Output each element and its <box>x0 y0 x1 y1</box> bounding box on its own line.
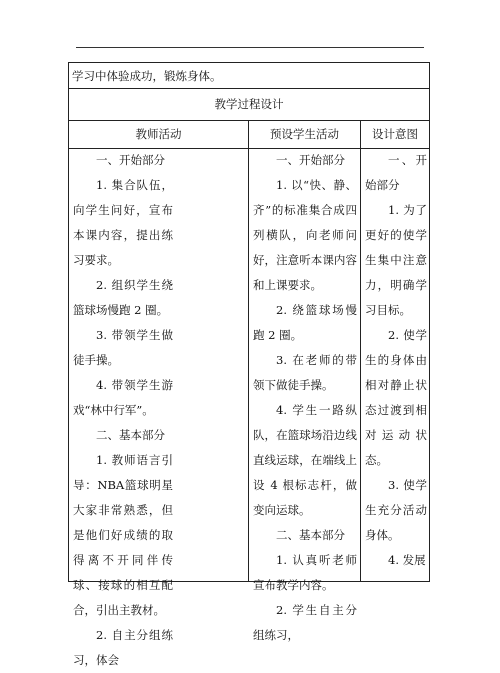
student-paragraph: 2. 学生自主分组练习， <box>253 603 357 642</box>
student-paragraph: 1. 以“快、静、齐”的标准集合成四列横队，向老师问好，注意听本课内容和上课要求。 <box>253 178 357 292</box>
teacher-paragraph: 4. 带领学生游戏“林中行军”。 <box>73 378 173 417</box>
lesson-table <box>68 62 430 667</box>
teacher-paragraph: 2. 组织学生绕篮球场慢跑 2 圈。 <box>73 278 173 317</box>
column-header-row <box>69 120 429 149</box>
student-activity-column <box>253 148 357 642</box>
student-paragraph: 1. 认真听老师宣布教学内容。 <box>253 553 357 592</box>
teacher-paragraph: 2. 自主分组练习，体会 <box>73 628 173 667</box>
objective-continuation: 学习中体验成功，锻炼身体。 <box>69 63 429 89</box>
section-title: 教学过程设计 <box>69 89 429 121</box>
student-paragraph: 2. 绕篮球场慢跑 2 圈。 <box>253 303 357 342</box>
student-paragraph: 4. 学生一路纵队，在篮球场沿边线直线运球，在端线上设 4 根标志杆，做变向运球。 <box>253 403 357 517</box>
teacher-paragraph: 1. 教师语言引导：NBA篮球明星大家非常熟悉，但是他们好成绩的取得离不开同伴传球、接球的相互配合，引出主教材。 <box>73 453 173 617</box>
student-paragraph: 3. 在老师的带领下做徒手操。 <box>253 353 357 392</box>
teacher-paragraph: 1. 集合队伍，向学生问好，宣布本课内容，提出练习要求。 <box>73 178 173 267</box>
column-header-teacher: 教师活动 <box>135 127 182 141</box>
student-paragraph: 一、开始部分 <box>276 153 345 167</box>
design-paragraph: 1. 为了更好的使学生集中注意力，明确学习目标。 <box>365 203 427 317</box>
teacher-paragraph: 二、基本部分 <box>96 428 165 442</box>
design-paragraph: 4. 发展 <box>388 553 426 567</box>
column-header-student: 预设学生活动 <box>270 127 339 141</box>
column-divider <box>248 120 249 581</box>
design-intent-column <box>365 148 427 581</box>
column-divider <box>360 120 361 581</box>
header-rule <box>76 47 424 48</box>
design-paragraph: 一、开始部分 <box>365 153 427 192</box>
design-paragraph: 2. 使学生的身体由相对静止状态过渡到相对运动状态。 <box>365 328 427 467</box>
teacher-paragraph: 3. 带领学生做徒手操。 <box>73 328 173 367</box>
teacher-paragraph: 一、开始部分 <box>96 153 165 167</box>
teacher-activity-column <box>73 148 173 667</box>
design-paragraph: 3. 使学生充分活动身体。 <box>365 478 427 542</box>
student-paragraph: 二、基本部分 <box>276 528 345 542</box>
column-header-design: 设计意图 <box>372 127 418 141</box>
